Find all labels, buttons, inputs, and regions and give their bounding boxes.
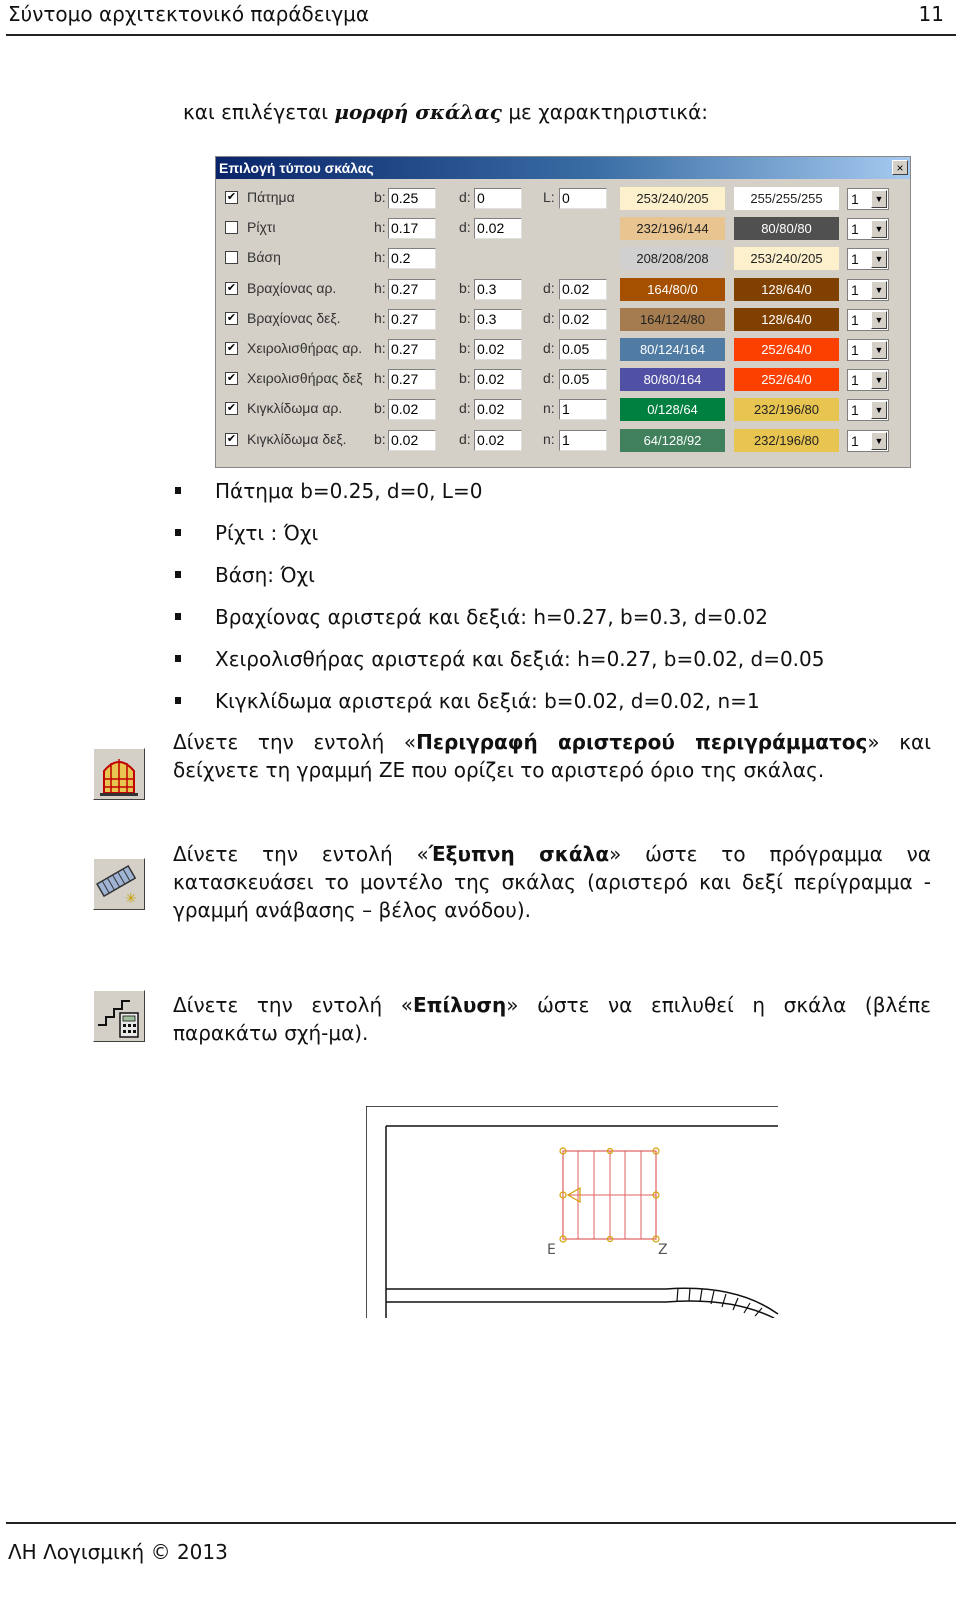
param-label: h: bbox=[374, 370, 386, 387]
p3-before: Δίνετε την εντολή « bbox=[173, 993, 413, 1017]
layer-select[interactable] bbox=[847, 430, 889, 452]
row-label: Βραχίονας δεξ. bbox=[247, 309, 341, 326]
param-label: h: bbox=[374, 279, 386, 296]
row-checkbox[interactable]: ✔ bbox=[226, 372, 237, 385]
param-field[interactable]: 0.27 bbox=[388, 339, 436, 360]
page-header bbox=[6, 0, 956, 36]
param-field[interactable]: 0.02 bbox=[388, 430, 436, 451]
color-swatch-button[interactable]: 128/64/0 bbox=[734, 278, 839, 301]
color-swatch-button[interactable]: 253/240/205 bbox=[734, 247, 839, 270]
param-field[interactable]: 0.02 bbox=[474, 339, 522, 360]
page-number: 11 bbox=[918, 2, 944, 26]
svg-text:✳: ✳ bbox=[125, 891, 137, 907]
param-field[interactable]: 0 bbox=[474, 188, 522, 209]
color-swatch-button[interactable]: 0/128/64 bbox=[620, 398, 725, 421]
layer-select[interactable] bbox=[847, 279, 889, 301]
row-checkbox[interactable]: ✔ bbox=[226, 402, 237, 415]
p3-after: » ώστε να επιλυθεί η σκάλα (βλέπε παρακάτω σχή-μα). bbox=[173, 993, 931, 1045]
color-swatch-button[interactable]: 80/124/164 bbox=[620, 338, 725, 361]
param-field[interactable]: 0.02 bbox=[559, 279, 607, 300]
param-label: h: bbox=[374, 249, 386, 266]
row-label: Χειρολισθήρας αρ. bbox=[247, 340, 363, 356]
color-swatch-button[interactable]: 255/255/255 bbox=[734, 187, 839, 210]
settings-list bbox=[175, 477, 825, 729]
stair-plan-drawing bbox=[366, 1106, 786, 1318]
param-label: h: bbox=[374, 309, 386, 326]
layer-select[interactable] bbox=[847, 218, 889, 240]
p1-after: » και δείχνετε τη γραμμή ΖΕ που ορίζει το αριστερό όριο της σκάλας. bbox=[173, 730, 931, 782]
dialog-row bbox=[216, 275, 910, 305]
param-label: n: bbox=[543, 400, 555, 417]
intro-before: και επιλέγεται bbox=[183, 100, 335, 124]
row-checkbox[interactable]: ✔ bbox=[226, 342, 237, 354]
dialog-row bbox=[216, 305, 910, 335]
layer-select-value: 1 bbox=[851, 372, 859, 389]
param-label: d: bbox=[459, 430, 471, 447]
p2-command: Έξυπνη σκάλα bbox=[428, 842, 610, 866]
chevron-down-icon[interactable]: ▼ bbox=[871, 311, 887, 329]
solve-tool-button[interactable] bbox=[93, 990, 145, 1042]
dialog-row bbox=[216, 244, 910, 274]
param-field[interactable]: 0.02 bbox=[474, 369, 522, 390]
layer-select[interactable] bbox=[847, 339, 889, 361]
param-label: d: bbox=[543, 340, 555, 356]
list-item: Ρίχτι : Όχι bbox=[175, 519, 825, 561]
row-label: Κιγκλίδωμα αρ. bbox=[247, 400, 343, 417]
page-footer bbox=[6, 1522, 956, 1564]
color-swatch-button[interactable]: 252/64/0 bbox=[734, 368, 839, 391]
layer-select[interactable] bbox=[847, 399, 889, 421]
color-swatch-button[interactable]: 232/196/144 bbox=[620, 217, 725, 240]
param-label: b: bbox=[374, 430, 386, 447]
layer-select[interactable] bbox=[847, 248, 889, 270]
intro-after: με χαρακτηριστικά: bbox=[501, 100, 708, 124]
color-swatch-button[interactable]: 64/128/92 bbox=[620, 429, 725, 452]
param-field[interactable]: 1 bbox=[559, 430, 607, 451]
param-label: d: bbox=[459, 219, 471, 236]
row-label: Κιγκλίδωμα δεξ. bbox=[247, 430, 347, 447]
param-label: L: bbox=[543, 189, 555, 205]
param-field[interactable]: 0.02 bbox=[559, 309, 607, 330]
list-item: Χειρολισθήρας αριστερά και δεξιά: h=0.27, b=0.02, d=0.05 bbox=[175, 645, 825, 687]
chevron-down-icon[interactable]: ▼ bbox=[871, 432, 887, 450]
p3-command: Επίλυση bbox=[413, 993, 507, 1017]
layer-select-value: 1 bbox=[851, 432, 859, 449]
param-label: b: bbox=[459, 309, 471, 326]
param-label: d: bbox=[543, 279, 555, 296]
label-e: E bbox=[547, 1242, 556, 1258]
param-field[interactable]: 0.05 bbox=[559, 339, 607, 360]
param-field[interactable]: 0.25 bbox=[388, 188, 436, 209]
color-swatch-button[interactable]: 252/64/0 bbox=[734, 338, 839, 361]
layer-select-value: 1 bbox=[851, 281, 859, 298]
intro-text bbox=[183, 100, 708, 124]
layer-select-value: 1 bbox=[851, 402, 859, 419]
dialog-row bbox=[216, 365, 910, 395]
param-field[interactable]: 1 bbox=[559, 399, 607, 420]
paragraph-left-outline bbox=[173, 728, 931, 784]
list-item: Βραχίονας αριστερά και δεξιά: h=0.27, b=0.3, d=0.02 bbox=[175, 603, 825, 645]
layer-select-value: 1 bbox=[851, 342, 859, 358]
param-field[interactable]: 0.02 bbox=[474, 218, 522, 239]
footer-text: ΛΗ Λογισμική © 2013 bbox=[8, 1540, 228, 1564]
header-title: Σύντομο αρχιτεκτονικό παράδειγμα bbox=[8, 2, 370, 26]
layer-select[interactable] bbox=[847, 188, 889, 210]
chevron-down-icon[interactable]: ▼ bbox=[871, 401, 887, 419]
param-field[interactable]: 0.2 bbox=[388, 248, 436, 269]
param-field[interactable]: 0.27 bbox=[388, 309, 436, 330]
close-button[interactable]: × bbox=[892, 160, 908, 175]
param-label: d: bbox=[459, 400, 471, 417]
left-outline-tool-button[interactable] bbox=[93, 748, 145, 800]
p1-command: Περιγραφή αριστερού περιγράμματος bbox=[416, 730, 868, 754]
row-checkbox[interactable] bbox=[225, 251, 238, 264]
color-swatch-button[interactable]: 164/80/0 bbox=[620, 278, 725, 301]
dialog-row bbox=[216, 395, 910, 425]
param-label: n: bbox=[543, 430, 555, 447]
stair-type-dialog bbox=[215, 156, 911, 468]
dialog-title: Επιλογή τύπου σκάλας bbox=[216, 157, 910, 179]
intro-emphasis: μορφή σκάλας bbox=[334, 100, 502, 124]
row-checkbox[interactable]: ✔ bbox=[226, 281, 237, 294]
plan-walls bbox=[366, 1106, 778, 1318]
param-field[interactable]: 0.02 bbox=[388, 399, 436, 420]
param-label: b: bbox=[459, 279, 471, 296]
param-field[interactable]: 0 bbox=[559, 188, 607, 209]
row-label: Βάση bbox=[247, 249, 281, 266]
param-field[interactable]: 0.27 bbox=[388, 369, 436, 390]
paragraph-solve bbox=[173, 991, 931, 1047]
param-label: b: bbox=[374, 400, 386, 417]
color-swatch-button[interactable]: 80/80/80 bbox=[734, 217, 839, 240]
param-field[interactable]: 0.02 bbox=[474, 430, 522, 451]
param-label: h: bbox=[374, 219, 386, 236]
param-label: b: bbox=[459, 340, 471, 356]
layer-select[interactable] bbox=[847, 309, 889, 331]
p2-after: » ώστε το πρόγραμμα να κατασκευάσει το μοντέλο της σκάλας (αριστερό και δεξί περίγραμμα - γραμμή ανάβασης – βέλος ανόδου). bbox=[173, 842, 931, 922]
layer-select[interactable] bbox=[847, 369, 889, 391]
row-label: Πάτημα bbox=[247, 189, 295, 205]
stair-plan bbox=[547, 1148, 668, 1258]
label-z: Z bbox=[658, 1242, 668, 1258]
param-field[interactable]: 0.02 bbox=[474, 399, 522, 420]
param-field[interactable]: 0.3 bbox=[474, 309, 522, 330]
paragraph-smart-stair bbox=[173, 840, 931, 924]
chevron-down-icon[interactable]: ▼ bbox=[871, 250, 887, 268]
p2-before: Δίνετε την εντολή « bbox=[173, 842, 429, 866]
row-label: Χειρολισθήρας δεξ bbox=[247, 370, 363, 387]
row-checkbox[interactable] bbox=[225, 221, 238, 234]
param-field[interactable]: 0.3 bbox=[474, 279, 522, 300]
row-label: Ρίχτι bbox=[247, 219, 276, 236]
dialog-row bbox=[216, 184, 910, 214]
row-checkbox[interactable]: ✔ bbox=[226, 432, 237, 445]
smart-stair-icon bbox=[94, 859, 144, 909]
param-label: d: bbox=[543, 370, 555, 387]
color-swatch-button[interactable]: 232/196/80 bbox=[734, 398, 839, 421]
param-field[interactable]: 0.05 bbox=[559, 369, 607, 390]
chevron-down-icon[interactable]: ▼ bbox=[871, 190, 887, 208]
row-label: Βραχίονας αρ. bbox=[247, 279, 337, 296]
layer-select-value: 1 bbox=[851, 311, 859, 328]
param-field[interactable]: 0.27 bbox=[388, 279, 436, 300]
param-label: h: bbox=[374, 340, 386, 356]
smart-stair-tool-button[interactable] bbox=[93, 858, 145, 910]
color-swatch-button[interactable]: 232/196/80 bbox=[734, 429, 839, 452]
row-checkbox[interactable]: ✔ bbox=[226, 311, 237, 324]
chevron-down-icon[interactable]: ▼ bbox=[871, 220, 887, 238]
solve-calculator-icon bbox=[94, 991, 144, 1041]
dialog-row bbox=[216, 335, 910, 365]
param-label: b: bbox=[374, 189, 386, 205]
chevron-down-icon[interactable]: ▼ bbox=[871, 371, 887, 389]
color-swatch-button[interactable]: 208/208/208 bbox=[620, 247, 725, 270]
layer-select-value: 1 bbox=[851, 251, 859, 268]
param-label: d: bbox=[459, 189, 471, 205]
dialog-row bbox=[216, 426, 910, 456]
list-item: Κιγκλίδωμα αριστερά και δεξιά: b=0.02, d=0.02, n=1 bbox=[175, 687, 825, 729]
chevron-down-icon[interactable]: ▼ bbox=[871, 281, 887, 299]
dialog-row bbox=[216, 214, 910, 244]
color-swatch-button[interactable]: 128/64/0 bbox=[734, 308, 839, 331]
p1-before: Δίνετε την εντολή « bbox=[173, 730, 417, 754]
row-checkbox[interactable]: ✔ bbox=[226, 191, 237, 203]
list-item: Βάση: Όχι bbox=[175, 561, 825, 603]
param-label: d: bbox=[543, 309, 555, 326]
param-field[interactable]: 0.17 bbox=[388, 218, 436, 239]
layer-select-value: 1 bbox=[851, 191, 859, 207]
left-outline-icon bbox=[94, 749, 144, 799]
layer-select-value: 1 bbox=[851, 221, 859, 238]
color-swatch-button[interactable]: 164/124/80 bbox=[620, 308, 725, 331]
param-label: b: bbox=[459, 370, 471, 387]
chevron-down-icon[interactable]: ▼ bbox=[871, 341, 887, 359]
color-swatch-button[interactable]: 80/80/164 bbox=[620, 368, 725, 391]
color-swatch-button[interactable]: 253/240/205 bbox=[620, 187, 725, 210]
list-item: Πάτημα b=0.25, d=0, L=0 bbox=[175, 477, 825, 519]
